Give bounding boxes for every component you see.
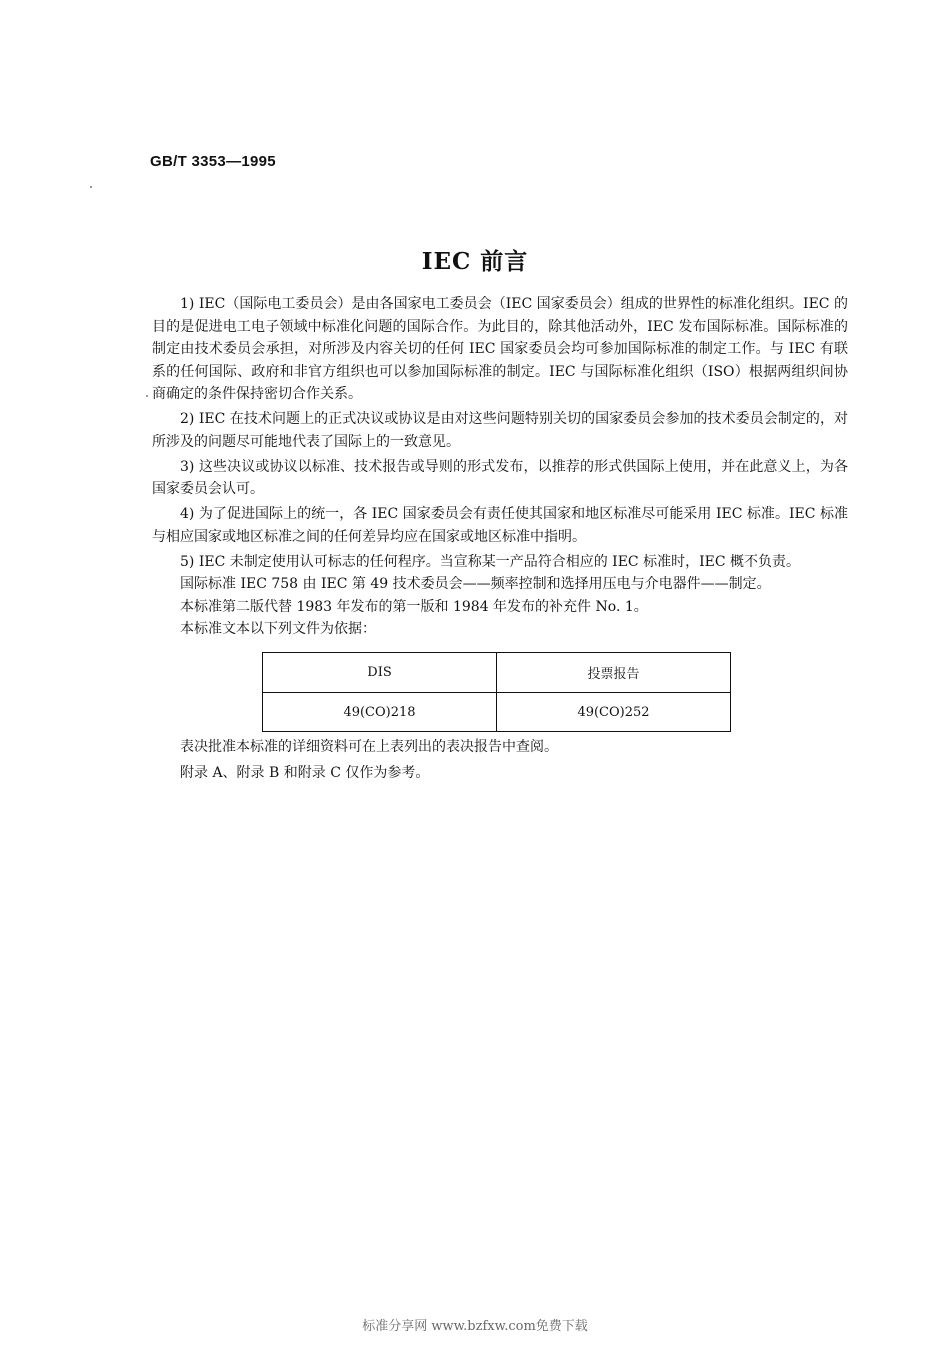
note-basis: 本标准文本以下列文件为依据： (180, 621, 376, 637)
document-basis-table (262, 652, 731, 732)
note-approval: 表决批准本标准的详细资料可在上表列出的表决报告中查阅。 (180, 739, 558, 755)
table-row (263, 693, 731, 732)
after-table-notes (152, 734, 848, 786)
paragraph-1: 1) IEC（国际电工委员会）是由各国家电工委员会（IEC 国家委员会）组成的世界性的标准化组织。IEC 的目的是促进电工电子领域中标准化问题的国际合作。为此目的，除其他活动外，IEC 发布国际标准。国际标准的制定由技术委员会承担，对所涉及内容关切的任何 IEC 国家委员会均可参加国际标准的制定工作。与 IEC 有联系的任何国际、政府和非官方组织也可以参加国际标准的制定。IEC 与国际标准化组织（ISO）根据两组织间协商确定的条件保持密切合作关系。 (152, 296, 848, 402)
note-annexes: 附录 A、附录 B 和附录 C 仅作为参考。 (180, 765, 430, 781)
standard-code: GB/T 3353—1995 (150, 153, 276, 170)
paragraph-2: 2) IEC 在技术问题上的正式决议或协议是由对这些问题特别关切的国家委员会参加的技术委员会制定的，对所涉及的问题尽可能地代表了国际上的一致意见。 (152, 411, 848, 450)
note-origin: 国际标准 IEC 758 由 IEC 第 49 技术委员会——频率控制和选择用压电与介电器件——制定。 (180, 576, 771, 592)
paragraph-4: 4) 为了促进国际上的统一，各 IEC 国家委员会有责任使其国家和地区标准尽可能采用 IEC 标准。IEC 标准与相应国家或地区标准之间的任何差异均应在国家或地区标准中指明。 (152, 506, 848, 545)
table-cell-dis: 49(CO)218 (263, 693, 497, 732)
table-header-row (263, 653, 731, 693)
note-edition: 本标准第二版代替 1983 年发布的第一版和 1984 年发布的补充件 No. 1。 (180, 598, 648, 615)
foreword-body (152, 293, 848, 641)
scan-speck (90, 186, 92, 188)
table-cell-vote-report: 49(CO)252 (497, 693, 731, 732)
footer-watermark: 标准分享网 www.bzfxw.com免费下载 (362, 1319, 588, 1334)
page-title: IEC 前言 (421, 248, 529, 275)
scan-speck (146, 395, 148, 397)
paragraph-3: 3) 这些决议或协议以标准、技术报告或导则的形式发布，以推荐的形式供国际上使用，并在此意义上，为各国家委员会认可。 (152, 458, 848, 497)
paragraph-5: 5) IEC 未制定使用认可标志的任何程序。当宣称某一产品符合相应的 IEC 标准时，IEC 概不负责。 (180, 553, 801, 570)
table-header-dis: DIS (263, 653, 497, 693)
table-header-vote-report: 投票报告 (497, 653, 731, 693)
